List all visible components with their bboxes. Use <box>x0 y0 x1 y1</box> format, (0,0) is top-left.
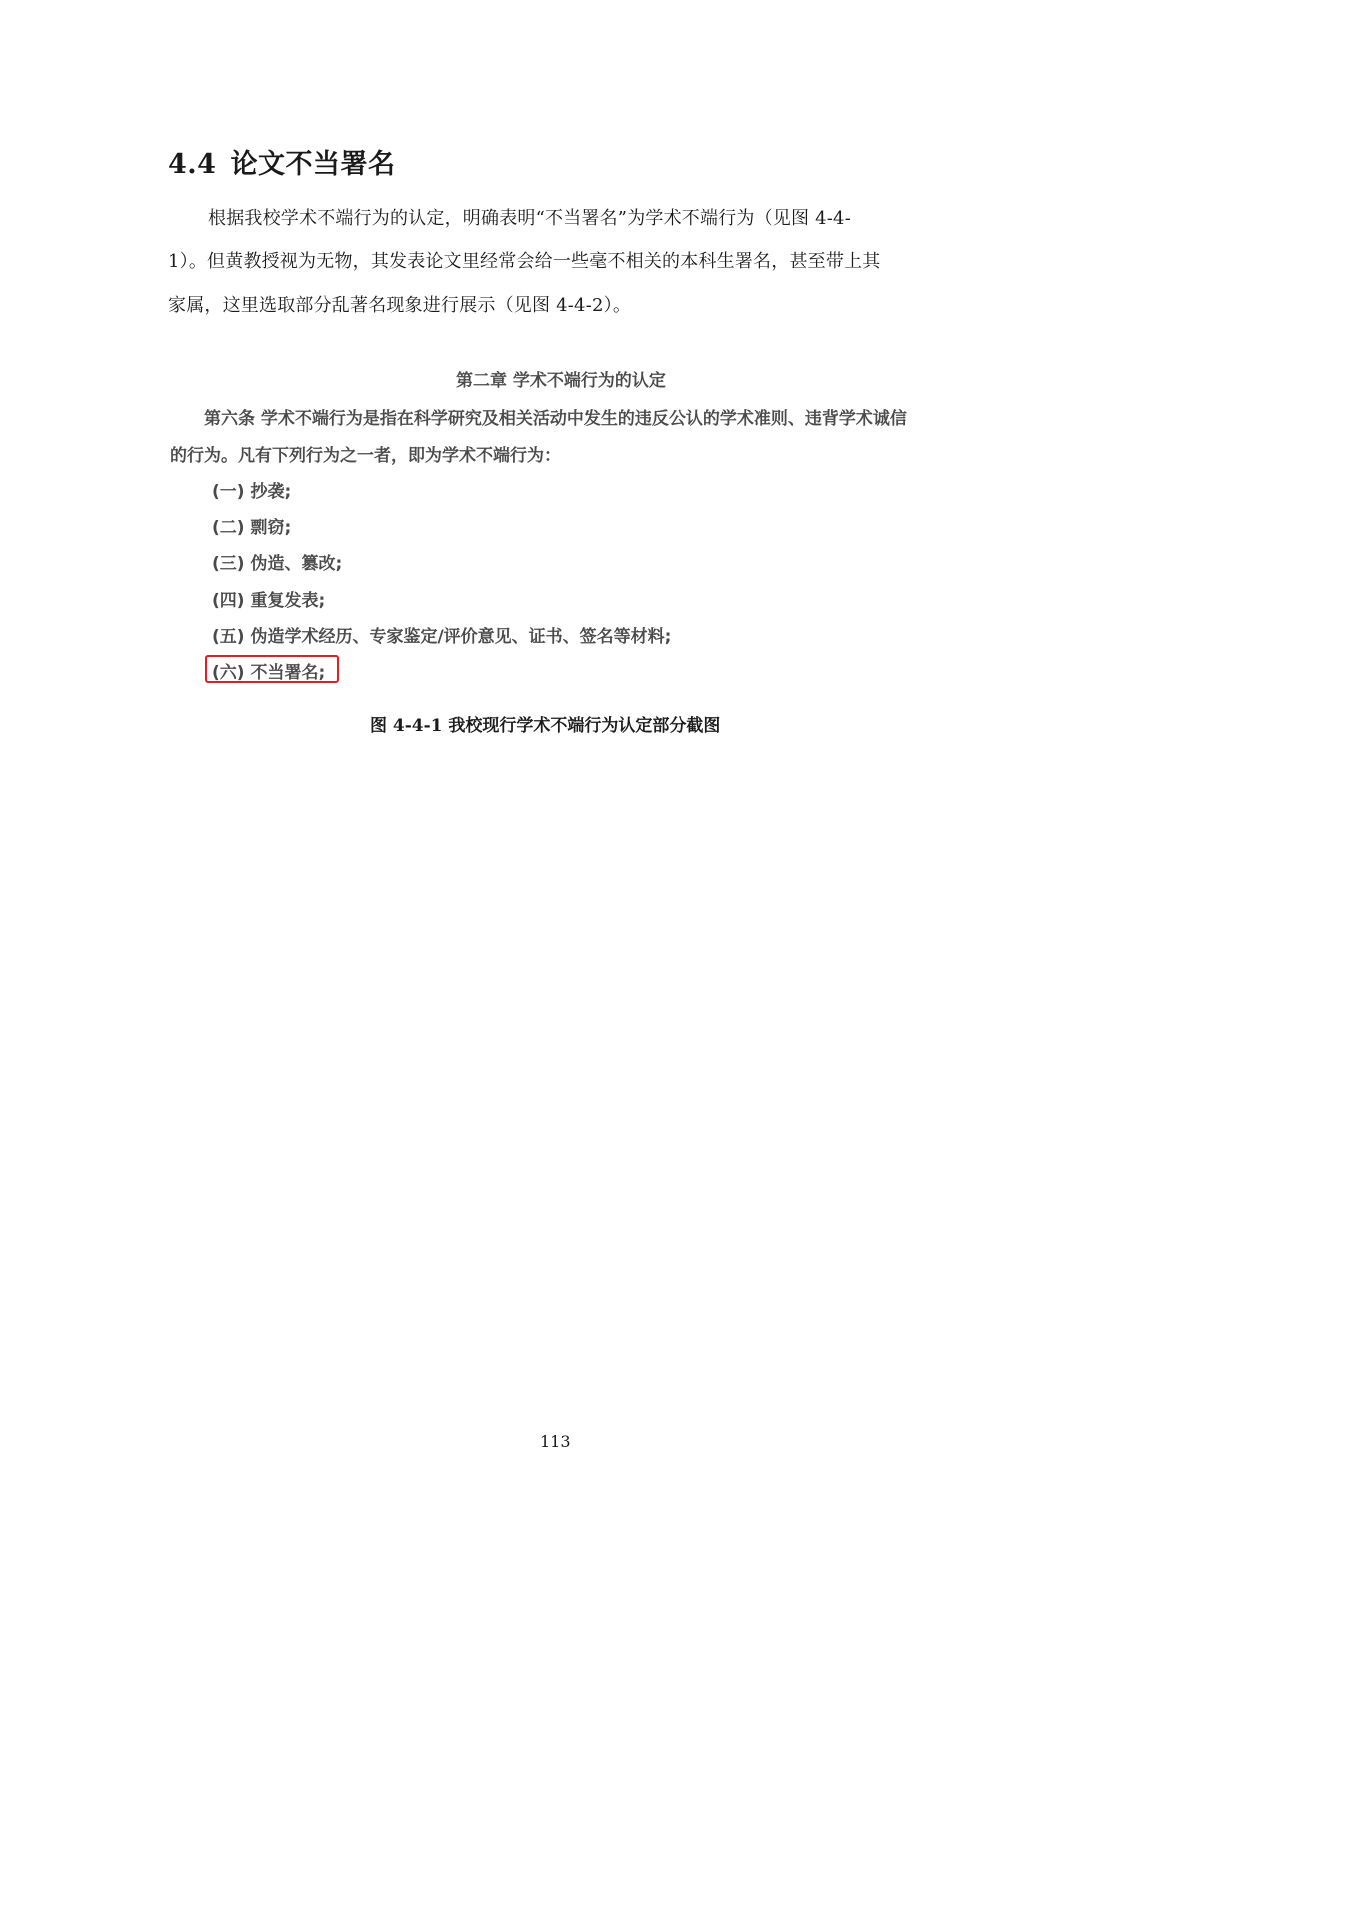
paragraph-line-2: 1）。但黄教授视为无物，其发表论文里经常会给一些毫不相关的本科生署名，甚至带上其 <box>168 251 881 272</box>
list-item-2: (二) 剽窃; <box>212 518 292 538</box>
section-number: 4.4 <box>168 149 217 180</box>
article-line-1: 第六条 学术不端行为是指在科学研究及相关活动中发生的违反公认的学术准则、违背学术诚信 <box>204 409 907 429</box>
paragraph-line-1: 根据我校学术不端行为的认定，明确表明“不当署名”为学术不端行为（见图 4-4- <box>208 208 851 229</box>
highlight-box <box>205 655 339 683</box>
article-line-2: 的行为。凡有下列行为之一者，即为学术不端行为： <box>170 446 561 466</box>
figure-caption: 图 4-4-1 我校现行学术不端行为认定部分截图 <box>370 716 721 736</box>
embedded-regulation-screenshot <box>164 352 954 697</box>
section-title: 论文不当署名 <box>230 149 396 180</box>
list-item-3: (三) 伪造、篡改; <box>212 554 343 574</box>
chapter-title: 第二章 学术不端行为的认定 <box>456 371 666 391</box>
paragraph-line-3: 家属，这里选取部分乱著名现象进行展示（见图 4-4-2）。 <box>168 295 632 316</box>
page-number: 113 <box>540 1432 571 1451</box>
list-item-4: (四) 重复发表; <box>212 591 326 611</box>
section-heading <box>168 142 395 181</box>
list-item-1: (一) 抄袭; <box>212 482 292 502</box>
list-item-6: (六) 不当署名; <box>212 663 326 683</box>
list-item-5: (五) 伪造学术经历、专家鉴定/评价意见、证书、签名等材料; <box>212 627 672 647</box>
